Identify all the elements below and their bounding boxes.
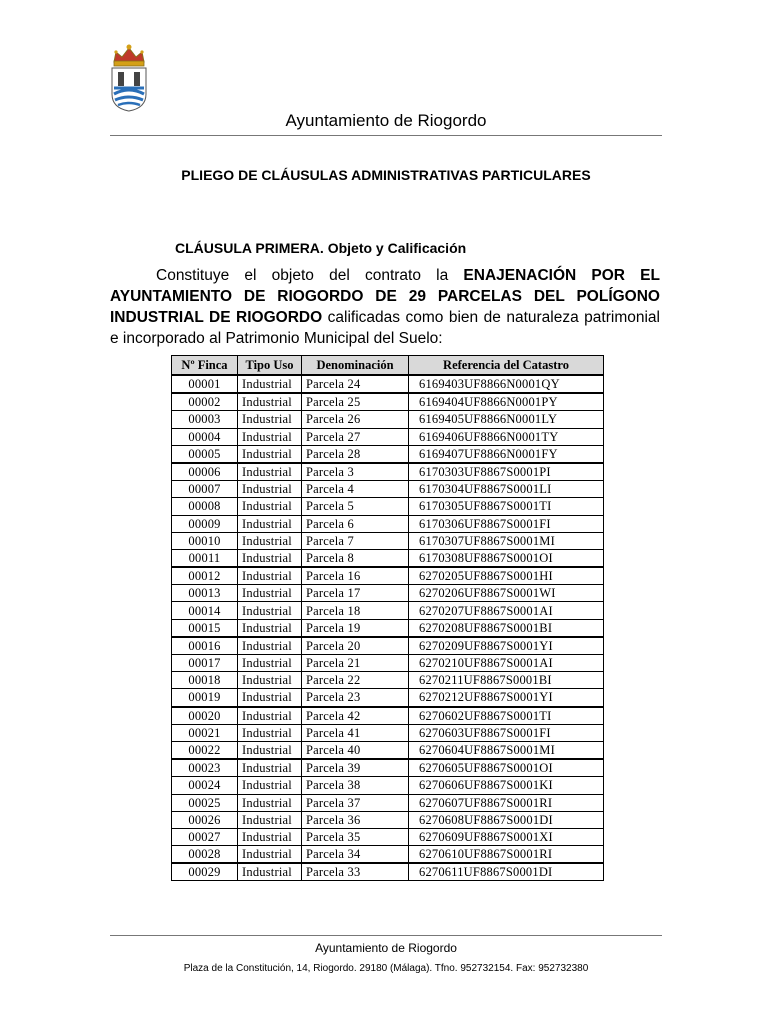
table-body: [172, 375, 604, 881]
cell-denominacion: Parcela 33: [302, 863, 409, 881]
column-header-finca: Nº Finca: [172, 356, 238, 376]
cell-denominacion: Parcela 5: [302, 498, 409, 515]
table-row: [172, 428, 604, 445]
cell-tipo-uso: Industrial: [238, 777, 302, 794]
table-row: [172, 655, 604, 672]
cell-denominacion: Parcela 21: [302, 655, 409, 672]
cell-tipo-uso: Industrial: [238, 498, 302, 515]
cell-denominacion: Parcela 37: [302, 794, 409, 811]
table-row: [172, 463, 604, 481]
footer-name: Ayuntamiento de Riogordo: [315, 941, 457, 955]
table-row: [172, 794, 604, 811]
cell-finca: 00016: [172, 637, 238, 655]
cell-finca: 00015: [172, 619, 238, 637]
cell-denominacion: Parcela 36: [302, 811, 409, 828]
cell-tipo-uso: Industrial: [238, 375, 302, 393]
cell-referencia: 6270607UF8867S0001RI: [409, 794, 604, 811]
cell-tipo-uso: Industrial: [238, 411, 302, 428]
clause-body-bold: ENAJENACIÓN POR EL AYUNTAMIENTO DE RIOGORDO DE 29 PARCELAS DEL POLÍGONO INDUSTRIAL DE RIOGORDO: [110, 267, 660, 326]
cell-tipo-uso: Industrial: [238, 637, 302, 655]
cell-denominacion: Parcela 8: [302, 549, 409, 567]
cell-denominacion: Parcela 41: [302, 724, 409, 741]
column-header-tipo-uso: Tipo Uso: [238, 356, 302, 376]
table-row: [172, 689, 604, 707]
cell-referencia: 6270611UF8867S0001DI: [409, 863, 604, 881]
cell-denominacion: Parcela 16: [302, 567, 409, 585]
cell-referencia: 6270211UF8867S0001BI: [409, 672, 604, 689]
cell-denominacion: Parcela 27: [302, 428, 409, 445]
cell-finca: 00022: [172, 741, 238, 759]
cell-finca: 00029: [172, 863, 238, 881]
cell-finca: 00024: [172, 777, 238, 794]
cell-finca: 00003: [172, 411, 238, 428]
cell-finca: 00008: [172, 498, 238, 515]
table-header-row: [172, 356, 604, 376]
cell-denominacion: Parcela 4: [302, 481, 409, 498]
header-divider: [110, 135, 662, 136]
cell-finca: 00018: [172, 672, 238, 689]
cell-tipo-uso: Industrial: [238, 549, 302, 567]
table-row: [172, 481, 604, 498]
cell-finca: 00014: [172, 602, 238, 619]
cell-referencia: 6270205UF8867S0001HI: [409, 567, 604, 585]
cell-referencia: 6270603UF8867S0001FI: [409, 724, 604, 741]
cell-referencia: 6169407UF8866N0001FY: [409, 445, 604, 463]
column-header-denominacion: Denominación: [302, 356, 409, 376]
cell-finca: 00027: [172, 828, 238, 845]
cell-referencia: 6270207UF8867S0001AI: [409, 602, 604, 619]
table-row: [172, 724, 604, 741]
cell-denominacion: Parcela 39: [302, 759, 409, 777]
cell-referencia: 6169404UF8866N0001PY: [409, 393, 604, 411]
cell-referencia: 6270602UF8867S0001TI: [409, 707, 604, 725]
cell-tipo-uso: Industrial: [238, 846, 302, 864]
table-row: [172, 637, 604, 655]
header-title: Ayuntamiento de Riogordo: [285, 111, 487, 130]
cell-tipo-uso: Industrial: [238, 655, 302, 672]
cell-finca: 00009: [172, 515, 238, 532]
table-row: [172, 602, 604, 619]
cell-denominacion: Parcela 24: [302, 375, 409, 393]
cell-finca: 00005: [172, 445, 238, 463]
footer-divider: [110, 935, 662, 936]
cell-denominacion: Parcela 23: [302, 689, 409, 707]
clause-heading: CLÁUSULA PRIMERA. Objeto y Calificación: [175, 240, 467, 256]
table-row: [172, 549, 604, 567]
cell-denominacion: Parcela 38: [302, 777, 409, 794]
cell-finca: 00012: [172, 567, 238, 585]
cell-referencia: 6270209UF8867S0001YI: [409, 637, 604, 655]
cell-tipo-uso: Industrial: [238, 515, 302, 532]
cell-finca: 00013: [172, 585, 238, 602]
cell-referencia: 6170308UF8867S0001OI: [409, 549, 604, 567]
cell-tipo-uso: Industrial: [238, 707, 302, 725]
cell-referencia: 6169403UF8866N0001QY: [409, 375, 604, 393]
cell-tipo-uso: Industrial: [238, 585, 302, 602]
cell-referencia: 6170306UF8867S0001FI: [409, 515, 604, 532]
table-row: [172, 411, 604, 428]
cell-referencia: 6170304UF8867S0001LI: [409, 481, 604, 498]
cell-denominacion: Parcela 6: [302, 515, 409, 532]
cell-denominacion: Parcela 40: [302, 741, 409, 759]
cell-denominacion: Parcela 18: [302, 602, 409, 619]
table-row: [172, 811, 604, 828]
cell-tipo-uso: Industrial: [238, 428, 302, 445]
cell-finca: 00011: [172, 549, 238, 567]
document-title: PLIEGO DE CLÁUSULAS ADMINISTRATIVAS PARTICULARES: [181, 167, 591, 183]
table-row: [172, 445, 604, 463]
cell-denominacion: Parcela 34: [302, 846, 409, 864]
cell-tipo-uso: Industrial: [238, 393, 302, 411]
cell-referencia: 6270608UF8867S0001DI: [409, 811, 604, 828]
table-row: [172, 375, 604, 393]
cell-denominacion: Parcela 25: [302, 393, 409, 411]
cell-referencia: 6270609UF8867S0001XI: [409, 828, 604, 845]
cell-finca: 00025: [172, 794, 238, 811]
cell-referencia: 6170307UF8867S0001MI: [409, 532, 604, 549]
table-row: [172, 498, 604, 515]
cell-denominacion: Parcela 42: [302, 707, 409, 725]
clause-body: [110, 265, 660, 349]
cell-referencia: 6270606UF8867S0001KI: [409, 777, 604, 794]
cell-tipo-uso: Industrial: [238, 567, 302, 585]
cell-tipo-uso: Industrial: [238, 863, 302, 881]
cell-referencia: 6270610UF8867S0001RI: [409, 846, 604, 864]
cell-finca: 00028: [172, 846, 238, 864]
table-row: [172, 393, 604, 411]
cell-finca: 00006: [172, 463, 238, 481]
table-row: [172, 846, 604, 864]
cell-denominacion: Parcela 19: [302, 619, 409, 637]
footer-address: Plaza de la Constitución, 14, Riogordo. 29180 (Málaga). Tfno. 952732154. Fax: 952732380: [183, 963, 589, 974]
cell-referencia: 6270210UF8867S0001AI: [409, 655, 604, 672]
table-row: [172, 515, 604, 532]
cell-referencia: 6170303UF8867S0001PI: [409, 463, 604, 481]
cell-tipo-uso: Industrial: [238, 445, 302, 463]
table-row: [172, 585, 604, 602]
cell-denominacion: Parcela 17: [302, 585, 409, 602]
cell-tipo-uso: Industrial: [238, 811, 302, 828]
cell-referencia: 6170305UF8867S0001TI: [409, 498, 604, 515]
clause-body-start: Constituye el objeto del contrato la: [156, 267, 464, 284]
cell-finca: 00020: [172, 707, 238, 725]
cell-referencia: 6270208UF8867S0001BI: [409, 619, 604, 637]
table-row: [172, 532, 604, 549]
cell-denominacion: Parcela 22: [302, 672, 409, 689]
cell-denominacion: Parcela 7: [302, 532, 409, 549]
cell-tipo-uso: Industrial: [238, 689, 302, 707]
table-row: [172, 863, 604, 881]
table-row: [172, 619, 604, 637]
cell-tipo-uso: Industrial: [238, 532, 302, 549]
table-row: [172, 567, 604, 585]
cell-finca: 00010: [172, 532, 238, 549]
cell-tipo-uso: Industrial: [238, 463, 302, 481]
cell-referencia: 6169406UF8866N0001TY: [409, 428, 604, 445]
cell-finca: 00007: [172, 481, 238, 498]
table-row: [172, 828, 604, 845]
cell-denominacion: Parcela 20: [302, 637, 409, 655]
cell-tipo-uso: Industrial: [238, 619, 302, 637]
cell-denominacion: Parcela 26: [302, 411, 409, 428]
cell-tipo-uso: Industrial: [238, 759, 302, 777]
cell-referencia: 6270206UF8867S0001WI: [409, 585, 604, 602]
cell-tipo-uso: Industrial: [238, 724, 302, 741]
parcels-table: [171, 355, 604, 881]
column-header-referencia: Referencia del Catastro: [409, 356, 604, 376]
table-row: [172, 672, 604, 689]
cell-tipo-uso: Industrial: [238, 481, 302, 498]
table-row: [172, 707, 604, 725]
cell-referencia: 6169405UF8866N0001LY: [409, 411, 604, 428]
table-row: [172, 777, 604, 794]
cell-referencia: 6270604UF8867S0001MI: [409, 741, 604, 759]
cell-tipo-uso: Industrial: [238, 828, 302, 845]
cell-finca: 00002: [172, 393, 238, 411]
clause-body-end: calificadas como bien de naturaleza patrimonial e incorporado al Patrimonio Municipal del Suelo:: [110, 309, 660, 347]
cell-denominacion: Parcela 3: [302, 463, 409, 481]
cell-finca: 00023: [172, 759, 238, 777]
cell-finca: 00021: [172, 724, 238, 741]
cell-finca: 00017: [172, 655, 238, 672]
coat-of-arms-icon: [108, 42, 150, 112]
table-row: [172, 741, 604, 759]
cell-denominacion: Parcela 35: [302, 828, 409, 845]
cell-finca: 00001: [172, 375, 238, 393]
cell-finca: 00004: [172, 428, 238, 445]
cell-tipo-uso: Industrial: [238, 602, 302, 619]
table-row: [172, 759, 604, 777]
cell-referencia: 6270605UF8867S0001OI: [409, 759, 604, 777]
cell-finca: 00026: [172, 811, 238, 828]
cell-tipo-uso: Industrial: [238, 741, 302, 759]
cell-denominacion: Parcela 28: [302, 445, 409, 463]
cell-referencia: 6270212UF8867S0001YI: [409, 689, 604, 707]
cell-finca: 00019: [172, 689, 238, 707]
cell-tipo-uso: Industrial: [238, 794, 302, 811]
cell-tipo-uso: Industrial: [238, 672, 302, 689]
